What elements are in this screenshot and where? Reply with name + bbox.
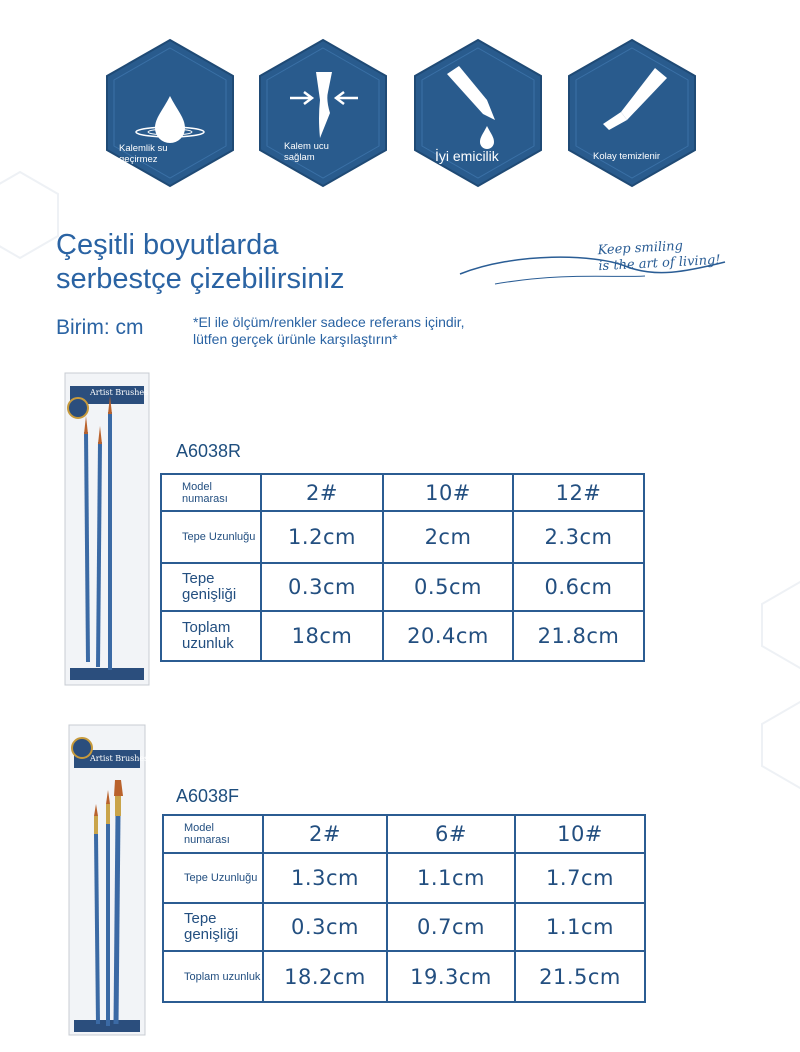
size-cell: 2# bbox=[263, 815, 387, 853]
feature-label: İyi emicilik bbox=[435, 148, 499, 164]
value-cell: 2cm bbox=[383, 511, 513, 563]
water-drop-icon bbox=[105, 38, 235, 188]
row-label: Toplam uzunluk bbox=[161, 611, 261, 661]
feature-absorbency bbox=[413, 38, 543, 188]
size-cell: 2# bbox=[261, 474, 383, 511]
table-row bbox=[163, 853, 645, 903]
feature-waterproof bbox=[105, 38, 235, 188]
row-label: Tepe Uzunluğu bbox=[161, 511, 261, 563]
feature-label: Kalemlik su geçirmez bbox=[119, 143, 168, 165]
table-row bbox=[163, 815, 645, 853]
table-row bbox=[163, 951, 645, 1002]
feature-icons-row bbox=[0, 0, 800, 200]
background-hex-right-1 bbox=[760, 580, 800, 670]
table-row bbox=[161, 511, 644, 563]
table-row bbox=[163, 903, 645, 951]
value-cell: 0.3cm bbox=[263, 903, 387, 951]
size-cell: 6# bbox=[387, 815, 515, 853]
value-cell: 0.5cm bbox=[383, 563, 513, 611]
product-package-a6038r bbox=[64, 372, 150, 686]
size-cell: 10# bbox=[515, 815, 645, 853]
brush-package-image bbox=[64, 372, 150, 686]
value-cell: 1.1cm bbox=[387, 853, 515, 903]
size-cell: 12# bbox=[513, 474, 644, 511]
model-code: A6038F bbox=[176, 786, 240, 806]
feature-easy-clean bbox=[567, 38, 697, 188]
brush-package-image bbox=[68, 724, 149, 1036]
row-label: Tepe genişliği bbox=[161, 563, 261, 611]
table-row bbox=[161, 474, 644, 511]
headline-line-2: serbestçe çizebilirsiniz bbox=[56, 263, 345, 295]
value-cell: 21.5cm bbox=[515, 951, 645, 1002]
slogan-text: Keep smiling is the art of living! bbox=[597, 238, 721, 275]
package-label: Artist Brushes bbox=[90, 388, 149, 397]
spec-table-a6038f bbox=[162, 814, 646, 1003]
value-cell: 18cm bbox=[261, 611, 383, 661]
product-package-a6038f bbox=[68, 724, 149, 1036]
brush-absorb-drop-icon bbox=[413, 38, 543, 188]
value-cell: 20.4cm bbox=[383, 611, 513, 661]
value-cell: 2.3cm bbox=[513, 511, 644, 563]
reference-note: *El ile ölçüm/renkler sadece referans içindir, lütfen gerçek ürünle karşılaştırın* bbox=[193, 314, 465, 347]
row-label: Tepe Uzunluğu bbox=[163, 853, 263, 903]
value-cell: 19.3cm bbox=[387, 951, 515, 1002]
row-label: Model numarası bbox=[163, 815, 263, 853]
value-cell: 18.2cm bbox=[263, 951, 387, 1002]
background-hex-right-2 bbox=[760, 700, 800, 790]
row-label: Tepe genişliği bbox=[163, 903, 263, 951]
spec-table-a6038r bbox=[160, 473, 645, 662]
table-row bbox=[161, 611, 644, 661]
value-cell: 1.3cm bbox=[263, 853, 387, 903]
row-label: Model numarası bbox=[161, 474, 261, 511]
brush-clean-icon bbox=[567, 38, 697, 188]
value-cell: 0.3cm bbox=[261, 563, 383, 611]
unit-label: Birim: cm bbox=[56, 316, 144, 339]
brush-tip-compress-icon bbox=[258, 38, 388, 188]
size-cell: 10# bbox=[383, 474, 513, 511]
value-cell: 0.6cm bbox=[513, 563, 644, 611]
value-cell: 1.2cm bbox=[261, 511, 383, 563]
headline-line-1: Çeşitli boyutlarda bbox=[56, 229, 279, 261]
package-label: Artist Brushes bbox=[90, 754, 149, 763]
feature-label: Kolay temizlenir bbox=[593, 151, 661, 162]
value-cell: 1.7cm bbox=[515, 853, 645, 903]
value-cell: 1.1cm bbox=[515, 903, 645, 951]
headline bbox=[56, 228, 345, 296]
table-row bbox=[161, 563, 644, 611]
feature-sturdy-tip bbox=[258, 38, 388, 188]
row-label: Toplam uzunluk bbox=[163, 951, 263, 1002]
value-cell: 21.8cm bbox=[513, 611, 644, 661]
value-cell: 0.7cm bbox=[387, 903, 515, 951]
feature-label: Kalem ucu sağlam bbox=[284, 141, 329, 163]
model-code: A6038R bbox=[176, 441, 242, 461]
